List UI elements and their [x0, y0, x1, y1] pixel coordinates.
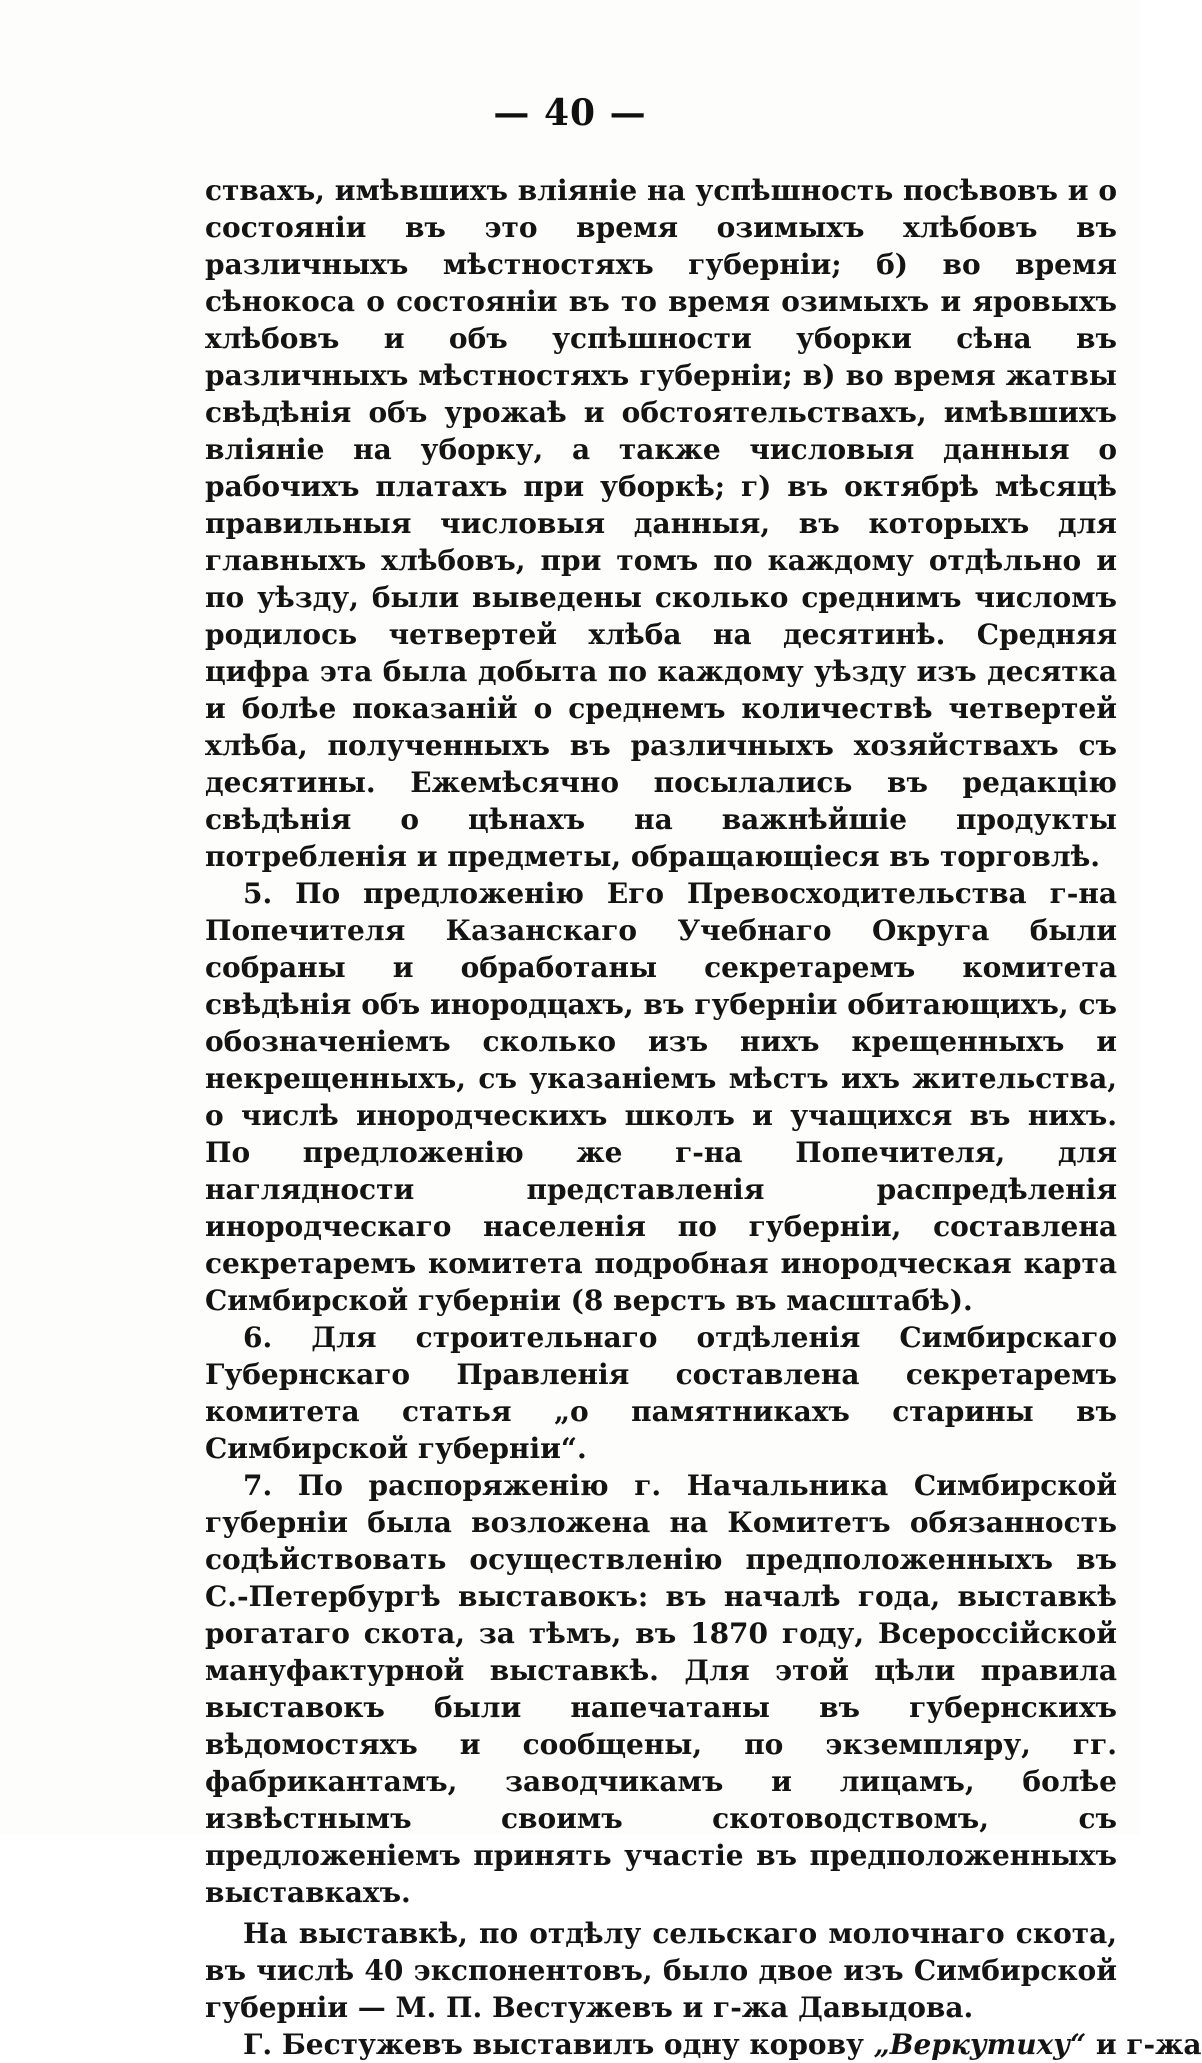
paragraph-5: На выставкѣ, по отдѣлу сельскаго молочнаго скота, въ числѣ 40 экспонентовъ, было двое изъ Симбирской губерніи — М. П. Вестужевъ и г-жа Давыдова.: [205, 1917, 1117, 2024]
paragraph-4: 7. По распоряженію г. Начальника Симбирской губерніи была возложена на Комитетъ обязанность содѣйствовать осуществленію предположенныхъ въ С.-Петербургѣ выставокъ: въ началѣ года, выставкѣ рогатаго скота, за тѣмъ, въ 1870 году, Всероссійской мануфактурной выставкѣ. Для этой цѣли правила выставокъ были напечатаны въ губернскихъ вѣдомостяхъ и сообщены, по экземпляру, гг. фабрикантамъ, заводчикамъ и лицамъ, болѣе извѣстнымъ своимъ скотоводствомъ, съ предложеніемъ принять участіе въ предположенныхъ выставкахъ.: [205, 1469, 1117, 1909]
paragraph-6: [205, 2026, 1202, 2063]
last-line-end: и г-жа: [1086, 2028, 1202, 2061]
text-body: [205, 172, 1202, 2063]
cow-name: „Веркутиху“: [873, 2028, 1087, 2061]
paragraph-2: 5. По предложенію Его Превосходительства г-на Попечителя Казанскаго Учебнаго Округа были собраны и обработаны секретаремъ комитета свѣдѣнія объ инородцахъ, въ губерніи обитающихъ, съ обозначеніемъ сколько изъ нихъ крещенныхъ и некрещенныхъ, съ указаніемъ мѣстъ ихъ жительства, о числѣ инородческихъ школъ и учащихся въ нихъ. По предложенію же г-на Попечителя, для наглядности представленія распредѣленія инородческаго населенія по губерніи, составлена секретаремъ комитета подробная инородческая карта Симбирской губерніи (8 верстъ въ масштабѣ).: [205, 877, 1117, 1317]
paragraph-1: ствахъ, имѣвшихъ вліяніе на успѣшность посѣвовъ и о состояніи въ это время озимыхъ хлѣбовъ въ различныхъ мѣстностяхъ губерніи; б) во время сѣнокоса о состояніи въ то время озимыхъ и яровыхъ хлѣбовъ и объ успѣшности уборки сѣна въ различныхъ мѣстностяхъ губерніи; в) во время жатвы свѣдѣнія объ урожаѣ и обстоятельствахъ, имѣвшихъ вліяніе на уборку, а также числовыя данныя о рабочихъ платахъ при уборкѣ; г) въ октябрѣ мѣсяцѣ правильныя числовыя данныя, въ которыхъ для главныхъ хлѣбовъ, при томъ по каждому отдѣльно и по уѣзду, были выведены сколько среднимъ числомъ родилось четвертей хлѣба на десятинѣ. Средняя цифра эта была добыта по каждому уѣзду изъ десятка и болѣе показаній о среднемъ количествѣ четвертей хлѣба, полученныхъ въ различныхъ хозяйствахъ съ десятины. Ежемѣсячно посылались въ редакцію свѣдѣнія о цѣнахъ на важнѣйшіе продукты потребленія и предметы, обращающіеся въ торговлѣ.: [205, 174, 1117, 873]
last-line-start: Г. Бестужевъ выставилъ одну корову: [243, 2028, 874, 2061]
paragraph-3: 6. Для строительнаго отдѣленія Симбирскаго Губернскаго Правленія составлена секретаремъ комитета статья „о памятникахъ старины въ Симбирской губерніи“.: [205, 1321, 1117, 1465]
page-number: — 40 —: [493, 92, 647, 134]
